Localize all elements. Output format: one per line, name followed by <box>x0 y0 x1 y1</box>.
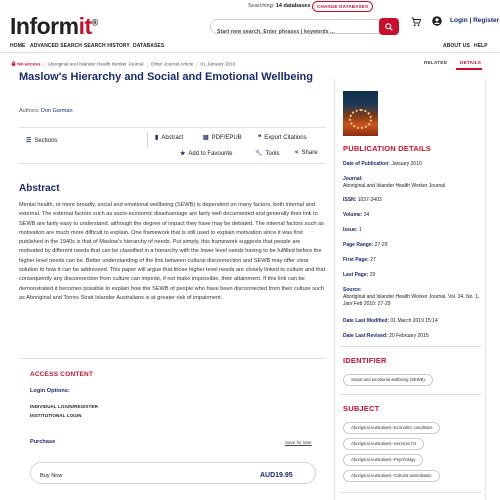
search-input[interactable] <box>211 26 397 39</box>
lock-icon <box>11 61 16 66</box>
individual-login-link[interactable]: INDIVIDUAL LOGIN/REGISTER <box>30 404 98 409</box>
access-content-heading: ACCESS CONTENT <box>30 371 94 378</box>
user-icon[interactable] <box>432 16 442 29</box>
publication-details-heading: PUBLICATION DETAILS <box>343 144 432 153</box>
abstract-button[interactable]: ▮ Abstract <box>155 135 184 141</box>
detail-source: Source: Aboriginal and Islander Health Worker Journal, Vol. 34, No. 1, Jan/ Feb 2010: 27-29 <box>343 287 480 308</box>
article-title: Maslow's Hierarchy and Social and Emotional Wellbeing <box>19 71 313 83</box>
wrench-icon: 🔧 <box>255 151 263 157</box>
detail-journal: Journal: Aboriginal and Islander Health Worker Journal <box>343 176 446 190</box>
institutional-login-link[interactable]: INSTITUTIONAL LOGIN <box>30 413 82 418</box>
detail-date-of-publication: Date of Publication: January 2010 <box>343 161 422 167</box>
breadcrumb-journal[interactable]: Aboriginal and Islander Health Worker Journal <box>47 61 144 67</box>
tools-top-divider <box>19 127 326 128</box>
abstract-heading: Abstract <box>19 183 60 194</box>
subject-divider <box>340 394 482 395</box>
share-icon: < <box>295 150 299 156</box>
detail-first-page: First Page: 27 <box>343 257 376 263</box>
star-icon: ★ <box>180 151 186 157</box>
tools-bottom-divider <box>19 163 326 164</box>
detail-issue: Issue: 1 <box>343 227 362 233</box>
informit-logo[interactable]: Informit® <box>10 13 98 39</box>
detail-last-revised: Date Last Revised: 20 February 2015 <box>343 333 429 339</box>
nav-advanced-search[interactable]: ADVANCED SEARCH <box>30 43 82 49</box>
database-count: 14 databases <box>275 3 311 9</box>
search-icon <box>385 23 393 31</box>
journal-cover-image <box>343 91 378 136</box>
detail-last-page: Last Page: 29 <box>343 272 376 278</box>
authors: Authors: Don Gorman <box>19 108 73 114</box>
nav-databases[interactable]: DATABASES <box>133 43 165 49</box>
nav-search-history[interactable]: SEARCH HISTORY <box>84 43 130 49</box>
nav-home[interactable]: HOME <box>10 43 26 49</box>
detail-last-modified: Date Last Modified: 01 March 2019 15:14 <box>343 318 438 324</box>
tools-button[interactable]: 🔧 Tools <box>255 151 280 157</box>
sections-button[interactable]: ☰ Sections <box>26 138 58 144</box>
searching-status: Searching: 14 databases <box>248 3 311 9</box>
panel-bottom-divider <box>340 492 482 493</box>
detail-volume: Volume: 34 <box>343 212 370 218</box>
list-icon: ☰ <box>26 138 32 144</box>
nav-divider <box>0 52 500 53</box>
save-for-later-link[interactable]: Save for later <box>285 440 312 445</box>
price: AUD19.95 <box>260 472 293 479</box>
search-button[interactable] <box>379 18 399 35</box>
tab-related[interactable]: RELATED <box>424 60 448 65</box>
tab-active-indicator <box>456 68 482 70</box>
abstract-text: Mental health, or more broadly, social and emotional wellbeing (SEWB) is dependent on many factors, both internal and external. The external factors such as socio-economic disadvantage are fairly well documented and generally their link to SEWB are fairly easy to understand, although the degree of impact they have may be debated. The internal factors such as motivation are much more difficult to explain. One framework that is still used to explain motivation since it was first published in the 1940s is that of Maslow's hierarchy of needs. Put simply, this framework suggests that people are motivated by different needs that can be classified in a hierarchy with the lower level needs having to be fulfilled before the higher level needs can be. Better understanding of the link between cultural disconnection and SEWB may offer clear solution to how it can be addressed. This paper will argue that those higher level needs are closely linked to culture and that consequently any disconnection from culture can impede, if not make impossible, their attainment. If this link can be demonstrated it becomes possible to explain how the SEWB of people who have been disconnected from their culture such as Aboriginal and Torres Strait Islander Australians is at greater risk of impairment. <box>19 202 326 301</box>
subject-heading: SUBJECT <box>343 404 380 413</box>
tab-details[interactable]: DETAILS <box>460 60 482 65</box>
export-citations-button[interactable]: ❝ Export Citations <box>258 135 307 141</box>
author-link[interactable]: Don Gorman <box>41 108 73 114</box>
add-to-favourite-button[interactable]: ★ Add to Favourite <box>180 151 233 157</box>
bookmark-icon: ▮ <box>155 135 159 141</box>
pdf-epub-button[interactable]: ▤ PDF/EPUB <box>203 135 242 141</box>
breadcrumb-type: Other Journal Article <box>150 61 194 67</box>
nav-help[interactable]: HELP <box>474 43 488 49</box>
change-databases-button[interactable]: CHANGE DATABASES <box>312 1 373 12</box>
identifier-heading: IDENTIFIER <box>343 356 387 365</box>
detail-issn: ISSN: 1037-3403 <box>343 197 382 203</box>
search-box <box>210 19 398 34</box>
subject-chip[interactable]: Aboriginal Australians--Economic conditions <box>343 422 440 434</box>
access-status: No access <box>17 61 41 67</box>
tools-vertical-divider <box>147 133 148 147</box>
breadcrumb: No access | Aboriginal and Islander Health Worker Journal | Other Journal Article | 01 January 2010 <box>11 61 235 67</box>
detail-page-range: Page Range: 27-29 <box>343 242 388 248</box>
subject-chip[interactable]: Aboriginal Australians--Cultural assimilation <box>343 470 440 482</box>
purchase-label: Purchase <box>30 439 56 445</box>
access-divider <box>19 358 326 359</box>
quote-icon: ❝ <box>258 135 262 141</box>
file-icon: ▤ <box>203 135 209 141</box>
cart-icon[interactable] <box>411 17 421 30</box>
login-options-label: Login Options: <box>30 388 70 394</box>
identifier-divider <box>340 346 482 347</box>
share-button[interactable]: < Share <box>295 150 318 156</box>
subject-chip[interactable]: Aboriginal Australians--Psychology <box>343 454 423 466</box>
subject-chip[interactable]: Aboriginal Australians--Services for <box>343 438 424 450</box>
breadcrumb-date: 01 January 2010 <box>200 61 236 67</box>
nav-about-us[interactable]: ABOUT US <box>443 43 470 49</box>
login-register-link[interactable]: Login | Register <box>450 17 500 24</box>
identifier-chip[interactable]: Social and emotional wellbeing (SEWB) <box>343 374 433 386</box>
buy-now-label: Buy Now <box>40 473 63 479</box>
